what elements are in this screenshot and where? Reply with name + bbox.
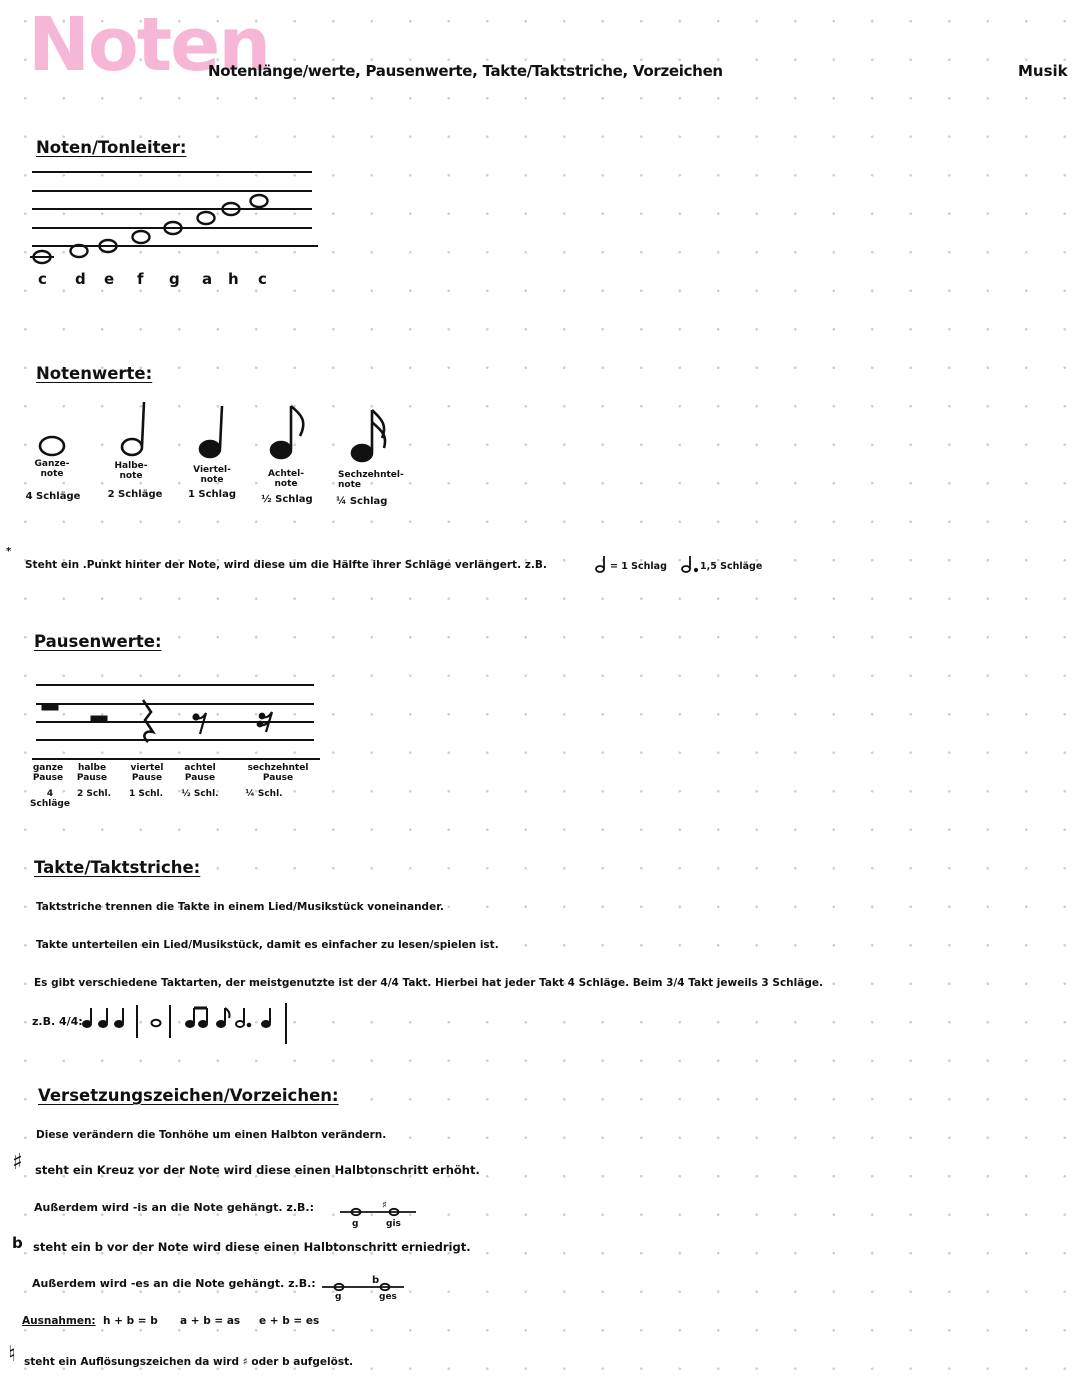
scale-letter-6: a [202,270,213,288]
scale-letter-4: f [137,270,144,288]
exception-3: e + b = es [259,1315,320,1327]
measures-line-2: Takte unterteilen ein Lied/Musikstück, damit es einfacher zu lesen/spielen ist. [36,939,499,951]
measures-line-3: Es gibt verschiedene Taktarten, der meistgenutzte ist der 4/4 Takt. Hierbei hat jeder Takt 4 Schläge. Beim 3/4 Takt jeweils 3 Schläge. [34,977,823,989]
sharp-example-from: g [352,1219,359,1229]
dot-example-2: 1,5 Schläge [700,561,763,572]
dot-note-text: Steht ein .Punkt hinter der Note, wird diese um die Hälfte ihrer Schläge verlängert. z.B. [25,559,547,571]
flat-text: steht ein b vor der Note wird diese einen Halbtonschritt erniedrigt. [33,1240,471,1254]
rest-name-half: halbe Pause [76,763,108,784]
accidentals-intro: Diese verändern die Tonhöhe um einen Halbton verändern. [36,1129,387,1141]
page-subtitle: Notenlänge/werte, Pausenwerte, Takte/Taktstriche, Vorzeichen [208,62,723,80]
rest-name-whole: ganze Pause [32,763,64,784]
note-name-half: Halbe- note [114,461,148,482]
rest-beats-half: 2 Schl. [76,789,112,799]
rest-name-quarter: viertel Pause [130,763,164,784]
rest-values-heading: Pausenwerte: [34,632,162,651]
measures-heading: Takte/Taktstriche: [34,858,201,877]
note-beats-quarter: 1 Schlag [187,489,237,500]
note-beats-eighth: ½ Schlag [261,494,313,505]
sharp-mini-icon: ♯ [382,1200,387,1211]
note-name-quarter: Viertel- note [193,465,231,486]
note-beats-whole: 4 Schläge [25,491,81,502]
rest-name-eighth: achtel Pause [184,763,216,784]
sharp-example-to: gis [386,1219,401,1229]
rest-beats-sixteenth: ¼ Schl. [245,789,283,799]
sharp-icon: ♯ [12,1150,23,1175]
scale-letter-8: c [258,270,267,288]
sharp-suffix-text: Außerdem wird -is an die Note gehängt. z.B.: [34,1201,314,1214]
natural-icon: ♮ [8,1342,16,1367]
flat-example-to: ges [379,1292,397,1302]
rest-name-sixteenth: sechzehntel Pause [247,763,309,784]
sharp-text: steht ein Kreuz vor der Note wird diese einen Halbtonschritt erhöht. [35,1163,480,1177]
flat-suffix-text: Außerdem wird -es an die Note gehängt. z.B.: [32,1277,316,1290]
note-name-whole: Ganze- note [34,459,70,480]
rest-beats-whole: 4 Schläge [30,789,70,810]
scale-heading: Noten/Tonleiter: [36,138,187,157]
note-beats-sixteenth: ¼ Schlag [336,496,388,507]
flat-mini-icon: b [372,1275,380,1286]
flat-icon: b [12,1234,23,1252]
note-name-sixteenth: Sechzehntel- note [338,470,404,491]
dot-example-1: = 1 Schlag [610,561,667,572]
scale-letter-7: h [228,270,239,288]
scale-letter-3: e [104,270,115,288]
page-title: Noten [28,2,270,88]
scale-letter-5: g [169,270,180,288]
note-name-eighth: Achtel- note [268,469,304,490]
note-values-heading: Notenwerte: [36,364,153,383]
exception-2: a + b = as [180,1315,241,1327]
scale-letter-1: c [38,270,47,288]
rest-beats-quarter: 1 Schl. [128,789,164,799]
natural-text: steht ein Auflösungszeichen da wird ♯ oder b aufgelöst. [24,1356,354,1368]
measure-example-label: z.B. 4/4: [32,1015,83,1028]
accidentals-heading: Versetzungszeichen/Vorzeichen: [38,1086,339,1105]
subject-label: Musik [1018,62,1068,80]
footnote-marker: * [6,546,12,557]
measures-line-1: Taktstriche trennen die Takte in einem Lied/Musikstück voneinander. [36,901,444,913]
flat-example-from: g [335,1292,342,1302]
note-beats-half: 2 Schläge [107,489,163,500]
exceptions-label: Ausnahmen: [22,1315,96,1327]
rest-beats-eighth: ½ Schl. [181,789,219,799]
scale-letter-2: d [75,270,86,288]
exception-1: h + b = b [103,1315,158,1327]
